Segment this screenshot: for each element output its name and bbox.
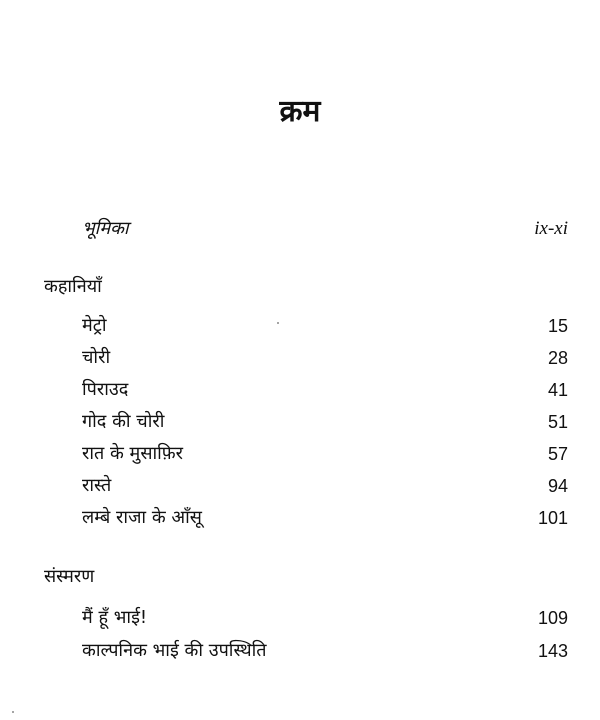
toc-entry-page: ix-xi <box>534 218 568 239</box>
toc-entry[interactable] <box>0 375 600 405</box>
toc-entry-label: पिराउद <box>82 379 129 400</box>
toc-entry-page: 15 <box>547 316 568 336</box>
toc-entry-label: भूमिका <box>82 218 129 239</box>
page-title: क्रम <box>279 94 321 129</box>
section-heading-stories: कहानियाँ <box>44 276 102 297</box>
toc-entry-page: 51 <box>547 412 568 432</box>
toc-entry-label: गोद की चोरी <box>82 411 165 432</box>
section-heading-memoirs: संस्मरण <box>44 566 95 587</box>
toc-entry-intro[interactable] <box>0 214 600 244</box>
toc-entry-page: 101 <box>537 508 568 528</box>
toc-entry[interactable] <box>0 471 600 501</box>
toc-entry-label: रात के मुसाफ़िर <box>82 443 184 464</box>
toc-entry[interactable] <box>0 603 600 633</box>
toc-entry[interactable] <box>0 311 600 341</box>
toc-entry[interactable] <box>0 343 600 373</box>
toc-entry-page: 143 <box>537 641 568 661</box>
toc-entry[interactable] <box>0 407 600 437</box>
toc-entry-label: काल्पनिक भाई की उपस्थिति <box>82 640 267 661</box>
toc-entry-page: 57 <box>547 444 568 464</box>
toc-entry-label: मैं हूँ भाई! <box>82 607 148 628</box>
toc-entry-page: 28 <box>547 348 568 368</box>
toc-entry-label: लम्बे राजा के आँसू <box>82 507 202 528</box>
toc-entry[interactable] <box>0 636 600 666</box>
toc-entry-page: 41 <box>547 380 568 400</box>
scan-speck <box>277 322 279 324</box>
toc-entry-label: मेट्रो <box>82 315 107 336</box>
toc-entry[interactable] <box>0 439 600 469</box>
toc-entry-label: रास्ते <box>82 475 112 496</box>
toc-entry-page: 109 <box>537 608 568 628</box>
scan-speck <box>12 711 14 713</box>
toc-entry[interactable] <box>0 503 600 533</box>
toc-entry-label: चोरी <box>82 347 111 368</box>
toc-entry-page: 94 <box>547 476 568 496</box>
